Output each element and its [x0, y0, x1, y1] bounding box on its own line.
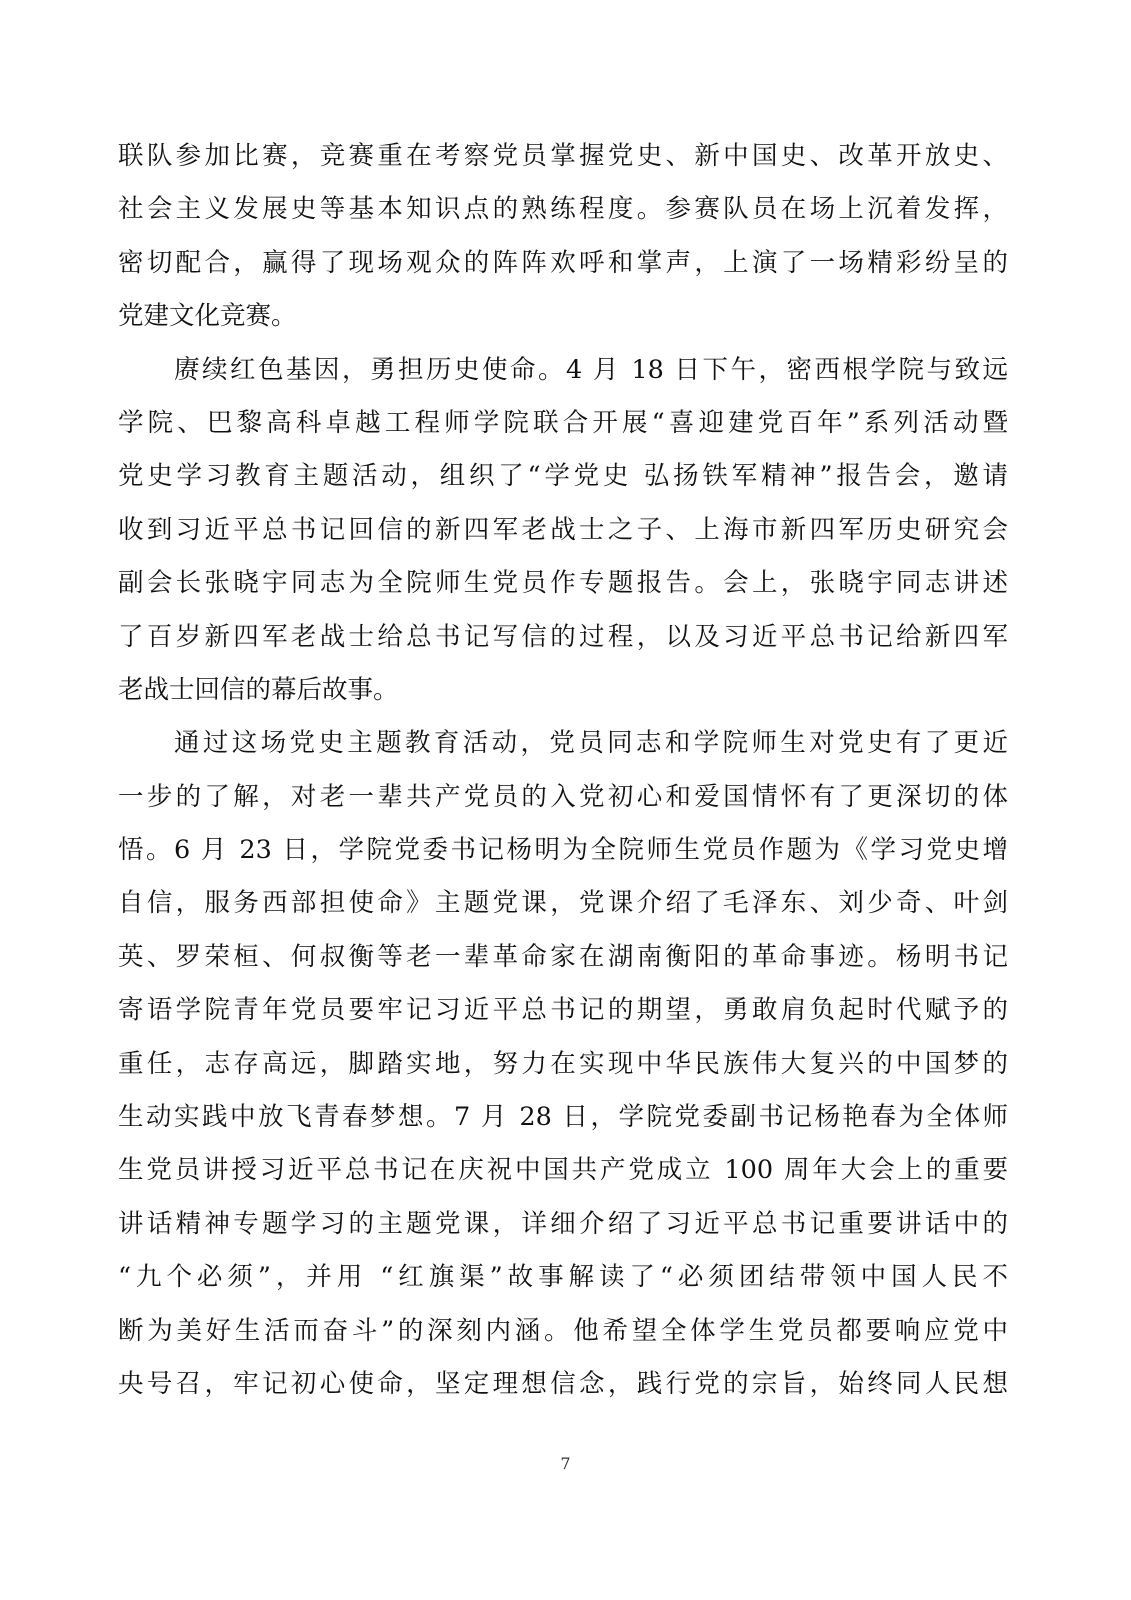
text-line: 重任，志存高远，脚踏实地，努力在实现中华民族伟大复兴的中国梦的	[118, 1048, 1008, 1079]
text-line: 党史学习教育主题活动，组织了“学党史 弘扬铁军精神”报告会，邀请	[118, 461, 1008, 492]
text-line: 副会长张晓宇同志为全院师生党员作专题报告。会上，张晓宇同志讲述	[118, 568, 1008, 599]
text-line: 生动实践中放飞青春梦想。7 月 28 日，学院党委副书记杨艳春为全体师	[118, 1102, 1008, 1133]
text-line: 寄语学院青年党员要牢记习近平总书记的期望，勇敢肩负起时代赋予的	[118, 995, 1008, 1026]
text-line: 悟。6 月 23 日，学院党委书记杨明为全院师生党员作题为《学习党史增	[118, 835, 1008, 866]
text-line: 通过这场党史主题教育活动，党员同志和学院师生对党史有了更近	[174, 728, 1008, 759]
text-line: 社会主义发展史等基本知识点的熟练程度。参赛队员在场上沉着发挥，	[118, 194, 1008, 225]
text-line: 联队参加比赛，竞赛重在考察党员掌握党史、新中国史、改革开放史、	[118, 141, 1008, 171]
page-number: 7	[560, 1454, 571, 1473]
text-line: 党建文化竞赛。	[118, 301, 297, 332]
text-line: 生党员讲授习近平总书记在庆祝中国共产党成立 100 周年大会上的重要	[118, 1155, 1008, 1186]
text-line: 断为美好生活而奋斗”的深刻内涵。他希望全体学生党员都要响应党中	[118, 1315, 1008, 1346]
text-line: 自信，服务西部担使命》主题党课，党课介绍了毛泽东、刘少奇、叶剑	[118, 888, 1008, 919]
text-line: 赓续红色基因，勇担历史使命。4 月 18 日下午，密西根学院与致远	[174, 354, 1008, 385]
text-line: 收到习近平总书记回信的新四军老战士之子、上海市新四军历史研究会	[118, 514, 1008, 545]
text-line: 英、罗荣桓、何叔衡等老一辈革命家在湖南衡阳的革命事迹。杨明书记	[118, 941, 1008, 972]
text-line: 老战士回信的幕后故事。	[118, 674, 399, 705]
text-line: “九个必须”，并用 “红旗渠”故事解读了“必须团结带领中国人民不	[118, 1262, 1008, 1293]
text-line: 讲话精神专题学习的主题党课，详细介绍了习近平总书记重要讲话中的	[118, 1208, 1008, 1239]
text-line: 了百岁新四军老战士给总书记写信的过程，以及习近平总书记给新四军	[118, 621, 1008, 652]
text-line: 一步的了解，对老一辈共产党员的入党初心和爱国情怀有了更深切的体	[118, 781, 1008, 812]
body-text	[118, 130, 1008, 1411]
text-line: 央号召，牢记初心使命，坚定理想信念，践行党的宗旨，始终同人民想	[118, 1368, 1008, 1399]
text-line: 密切配合，赢得了现场观众的阵阵欢呼和掌声，上演了一场精彩纷呈的	[118, 247, 1008, 278]
text-line: 学院、巴黎高科卓越工程师学院联合开展“喜迎建党百年”系列活动暨	[118, 407, 1008, 438]
